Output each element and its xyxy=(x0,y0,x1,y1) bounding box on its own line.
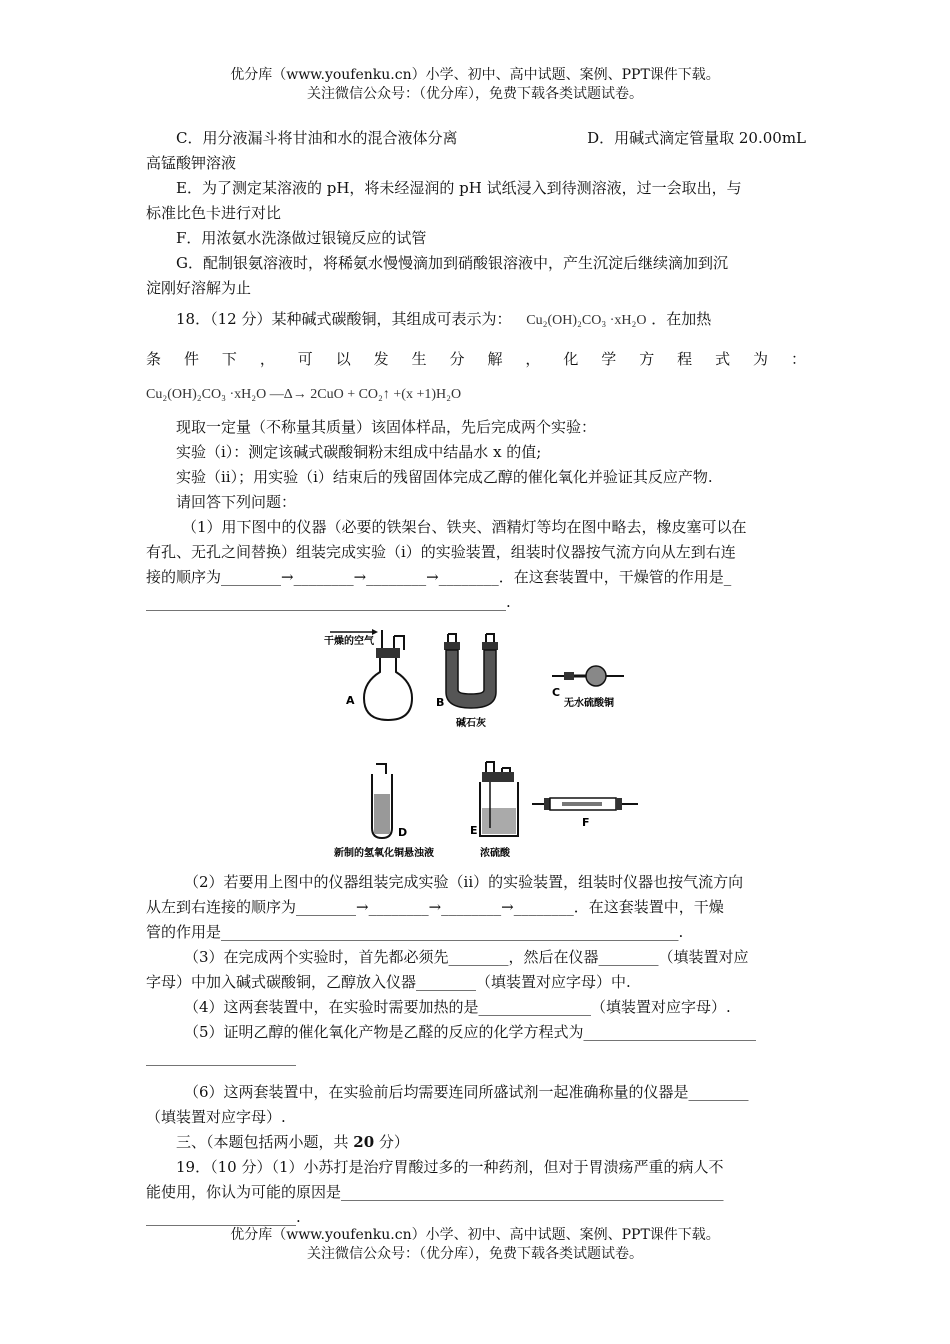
label-d: D xyxy=(398,826,408,839)
condition-char: 以 xyxy=(335,350,351,368)
apparatus-a-flask xyxy=(324,629,412,720)
q18-sub4: （4）这两套装置中，在实验时需要加热的是_______________（填装置对应字母）. xyxy=(184,998,731,1016)
q19-line2: 能使用，你认为可能的原因是___________________________________________________ xyxy=(146,1183,724,1201)
document-body xyxy=(146,126,806,615)
condition-char: 为 xyxy=(753,350,769,368)
q18-after-formula: ．在加热 xyxy=(651,310,712,328)
footer-line-2: 关注微信公众号：（优分库），免费下载各类试题试卷。 xyxy=(307,1246,643,1262)
q18-sub5-line2: ____________________ xyxy=(146,1048,296,1066)
condition-char: ， xyxy=(525,350,541,368)
label-d-caption: 新制的氢氧化铜悬浊液 xyxy=(334,848,434,859)
label-dry-air: 干燥的空气 xyxy=(324,636,374,647)
condition-char: 件 xyxy=(183,350,199,368)
q17-option-e-line1: E．为了测定某溶液的 pH，将未经湿润的 pH 试纸浸入到待测溶液，过一会取出，与 xyxy=(176,179,742,197)
apparatus-d-test-tube xyxy=(334,764,434,859)
q18-paragraph-3: 实验（ii）；用实验（i）结束后的残留固体完成乙醇的催化氧化并验证其反应产物. xyxy=(176,468,713,486)
q18-sub1-line2: 有孔、无孔之间替换）组装完成实验（i）的实验装置，组装时仪器按气流方向从左到右连 xyxy=(146,543,736,561)
condition-char: 解 xyxy=(487,350,503,368)
label-b: B xyxy=(436,696,445,709)
section3-title-post: 分） xyxy=(374,1133,409,1151)
condition-char: 分 xyxy=(449,350,465,368)
section3-title-pre: 三、（本题包括两小题，共 xyxy=(176,1133,354,1151)
q18-condition-line xyxy=(146,345,806,373)
q18-sub3-line1: （3）在完成两个实验时，首先都必须先________，然后在仪器________（填装置对应 xyxy=(184,948,749,966)
header-line-1: 优分库（www.youfenku.cn）小学、初中、高中试题、案例、PPT课件下载。 xyxy=(230,67,720,83)
condition-char: 下 xyxy=(221,350,237,368)
q18-equation: Cu₂(OH)₂CO₃ ·xH₂O —Δ→ 2CuO + CO₂↑ +(x +1)H₂O xyxy=(146,387,462,402)
section3-title xyxy=(146,1130,806,1155)
q18-sub1-line3: 接的顺序为________→________→________→________．在这套装置中，干燥管的作用是_ xyxy=(146,568,732,586)
document-body-2 xyxy=(146,870,806,1230)
q18-sub6-line1: （6）这两套装置中，在实验前后均需要连同所盛试剂一起准确称量的仪器是________ xyxy=(184,1083,749,1101)
condition-char: 学 xyxy=(601,350,617,368)
q17-option-g-line2: 淀刚好溶解为止 xyxy=(146,279,252,297)
q17-option-g-line1: G．配制银氨溶液时，将稀氨水慢慢滴加到硝酸银溶液中，产生沉淀后继续滴加到沉 xyxy=(176,254,728,272)
label-e: E xyxy=(470,824,478,837)
condition-char: 生 xyxy=(411,350,427,368)
q18-sub2-line2: 从左到右连接的顺序为________→________→________→________．在这套装置中，干燥 xyxy=(146,898,724,916)
q18-paragraph-2: 实验（i）：测定该碱式碳酸铜粉末组成中结晶水 x 的值; xyxy=(176,443,542,461)
apparatus-b-u-tube xyxy=(436,634,498,729)
condition-char: ： xyxy=(790,350,806,368)
q17-option-d: D．用碱式滴定管量取 20.00mL xyxy=(587,129,806,147)
label-b-caption: 碱石灰 xyxy=(456,718,486,729)
q18-sub5-line1: （5）证明乙醇的催化氧化产物是乙醛的反应的化学方程式为_______________________ xyxy=(184,1023,757,1041)
q18-paragraph-4: 请回答下列问题： xyxy=(176,493,297,511)
apparatus-f-reaction-tube xyxy=(532,798,638,829)
q18-sub1-line4: ________________________________________________. xyxy=(146,593,511,611)
header-line-2: 关注微信公众号：（优分库），免费下载各类试题试卷。 xyxy=(307,86,643,102)
condition-char: ， xyxy=(259,350,275,368)
section3-title-score: 20 xyxy=(353,1133,375,1151)
condition-char: 发 xyxy=(373,350,389,368)
label-a: A xyxy=(346,694,355,707)
q18-composition-formula: Cu₂(OH)₂CO₃ ·xH₂O xyxy=(526,313,647,328)
q17-option-f: F．用浓氨水洗涤做过银镜反应的试管 xyxy=(176,229,427,247)
q17-option-c: C．用分液漏斗将甘油和水的混合液体分离 xyxy=(176,129,458,147)
page-footer xyxy=(0,1226,950,1264)
footer-line-1: 优分库（www.youfenku.cn）小学、初中、高中试题、案例、PPT课件下载。 xyxy=(230,1227,720,1243)
q18-sub2-line1: （2）若要用上图中的仪器组装完成实验（ii）的实验装置，组装时仪器也按气流方向 xyxy=(184,873,744,891)
label-e-caption: 浓硫酸 xyxy=(480,848,510,859)
condition-char: 式 xyxy=(715,350,731,368)
q18-sub6-line2: （填装置对应字母）. xyxy=(146,1108,286,1126)
apparatus-c-drying-tube xyxy=(552,666,624,709)
q18-sub1-line1: （1）用下图中的仪器（必要的铁架台、铁夹、酒精灯等均在图中略去，橡皮塞可以在 xyxy=(182,518,747,536)
q18-sub2-line3: 管的作用是_____________________________________________________________. xyxy=(146,923,684,941)
apparatus-e-wash-bottle xyxy=(470,762,518,859)
apparatus-figure xyxy=(320,628,650,864)
q18-intro-line xyxy=(146,305,806,335)
q17-option-e-line2: 标准比色卡进行对比 xyxy=(146,204,282,222)
q18-paragraph-1: 现取一定量（不称量其质量）该固体样品，先后完成两个实验： xyxy=(176,418,597,436)
condition-char: 程 xyxy=(677,350,693,368)
condition-char: 方 xyxy=(639,350,655,368)
label-f: F xyxy=(582,816,590,829)
condition-char: 化 xyxy=(563,350,579,368)
q18-intro: 18．（12 分）某种碱式碳酸铜，其组成可表示为： xyxy=(176,310,512,328)
label-c-caption: 无水硫酸铜 xyxy=(564,698,614,709)
q17-option-d-cont: 高锰酸钾溶液 xyxy=(146,154,237,172)
q18-sub3-line2: 字母）中加入碱式碳酸铜，乙醇放入仪器________（填装置对应字母）中. xyxy=(146,973,631,991)
condition-char: 可 xyxy=(297,350,313,368)
page-header xyxy=(0,66,950,104)
q19-line3: ____________________. xyxy=(146,1208,301,1226)
q17-option-cd xyxy=(146,126,806,151)
q19-line1: 19．（10 分）（1）小苏打是治疗胃酸过多的一种药剂，但对于胃溃疡严重的病人不 xyxy=(176,1158,724,1176)
condition-char: 条 xyxy=(146,350,162,368)
label-c: C xyxy=(552,686,561,699)
